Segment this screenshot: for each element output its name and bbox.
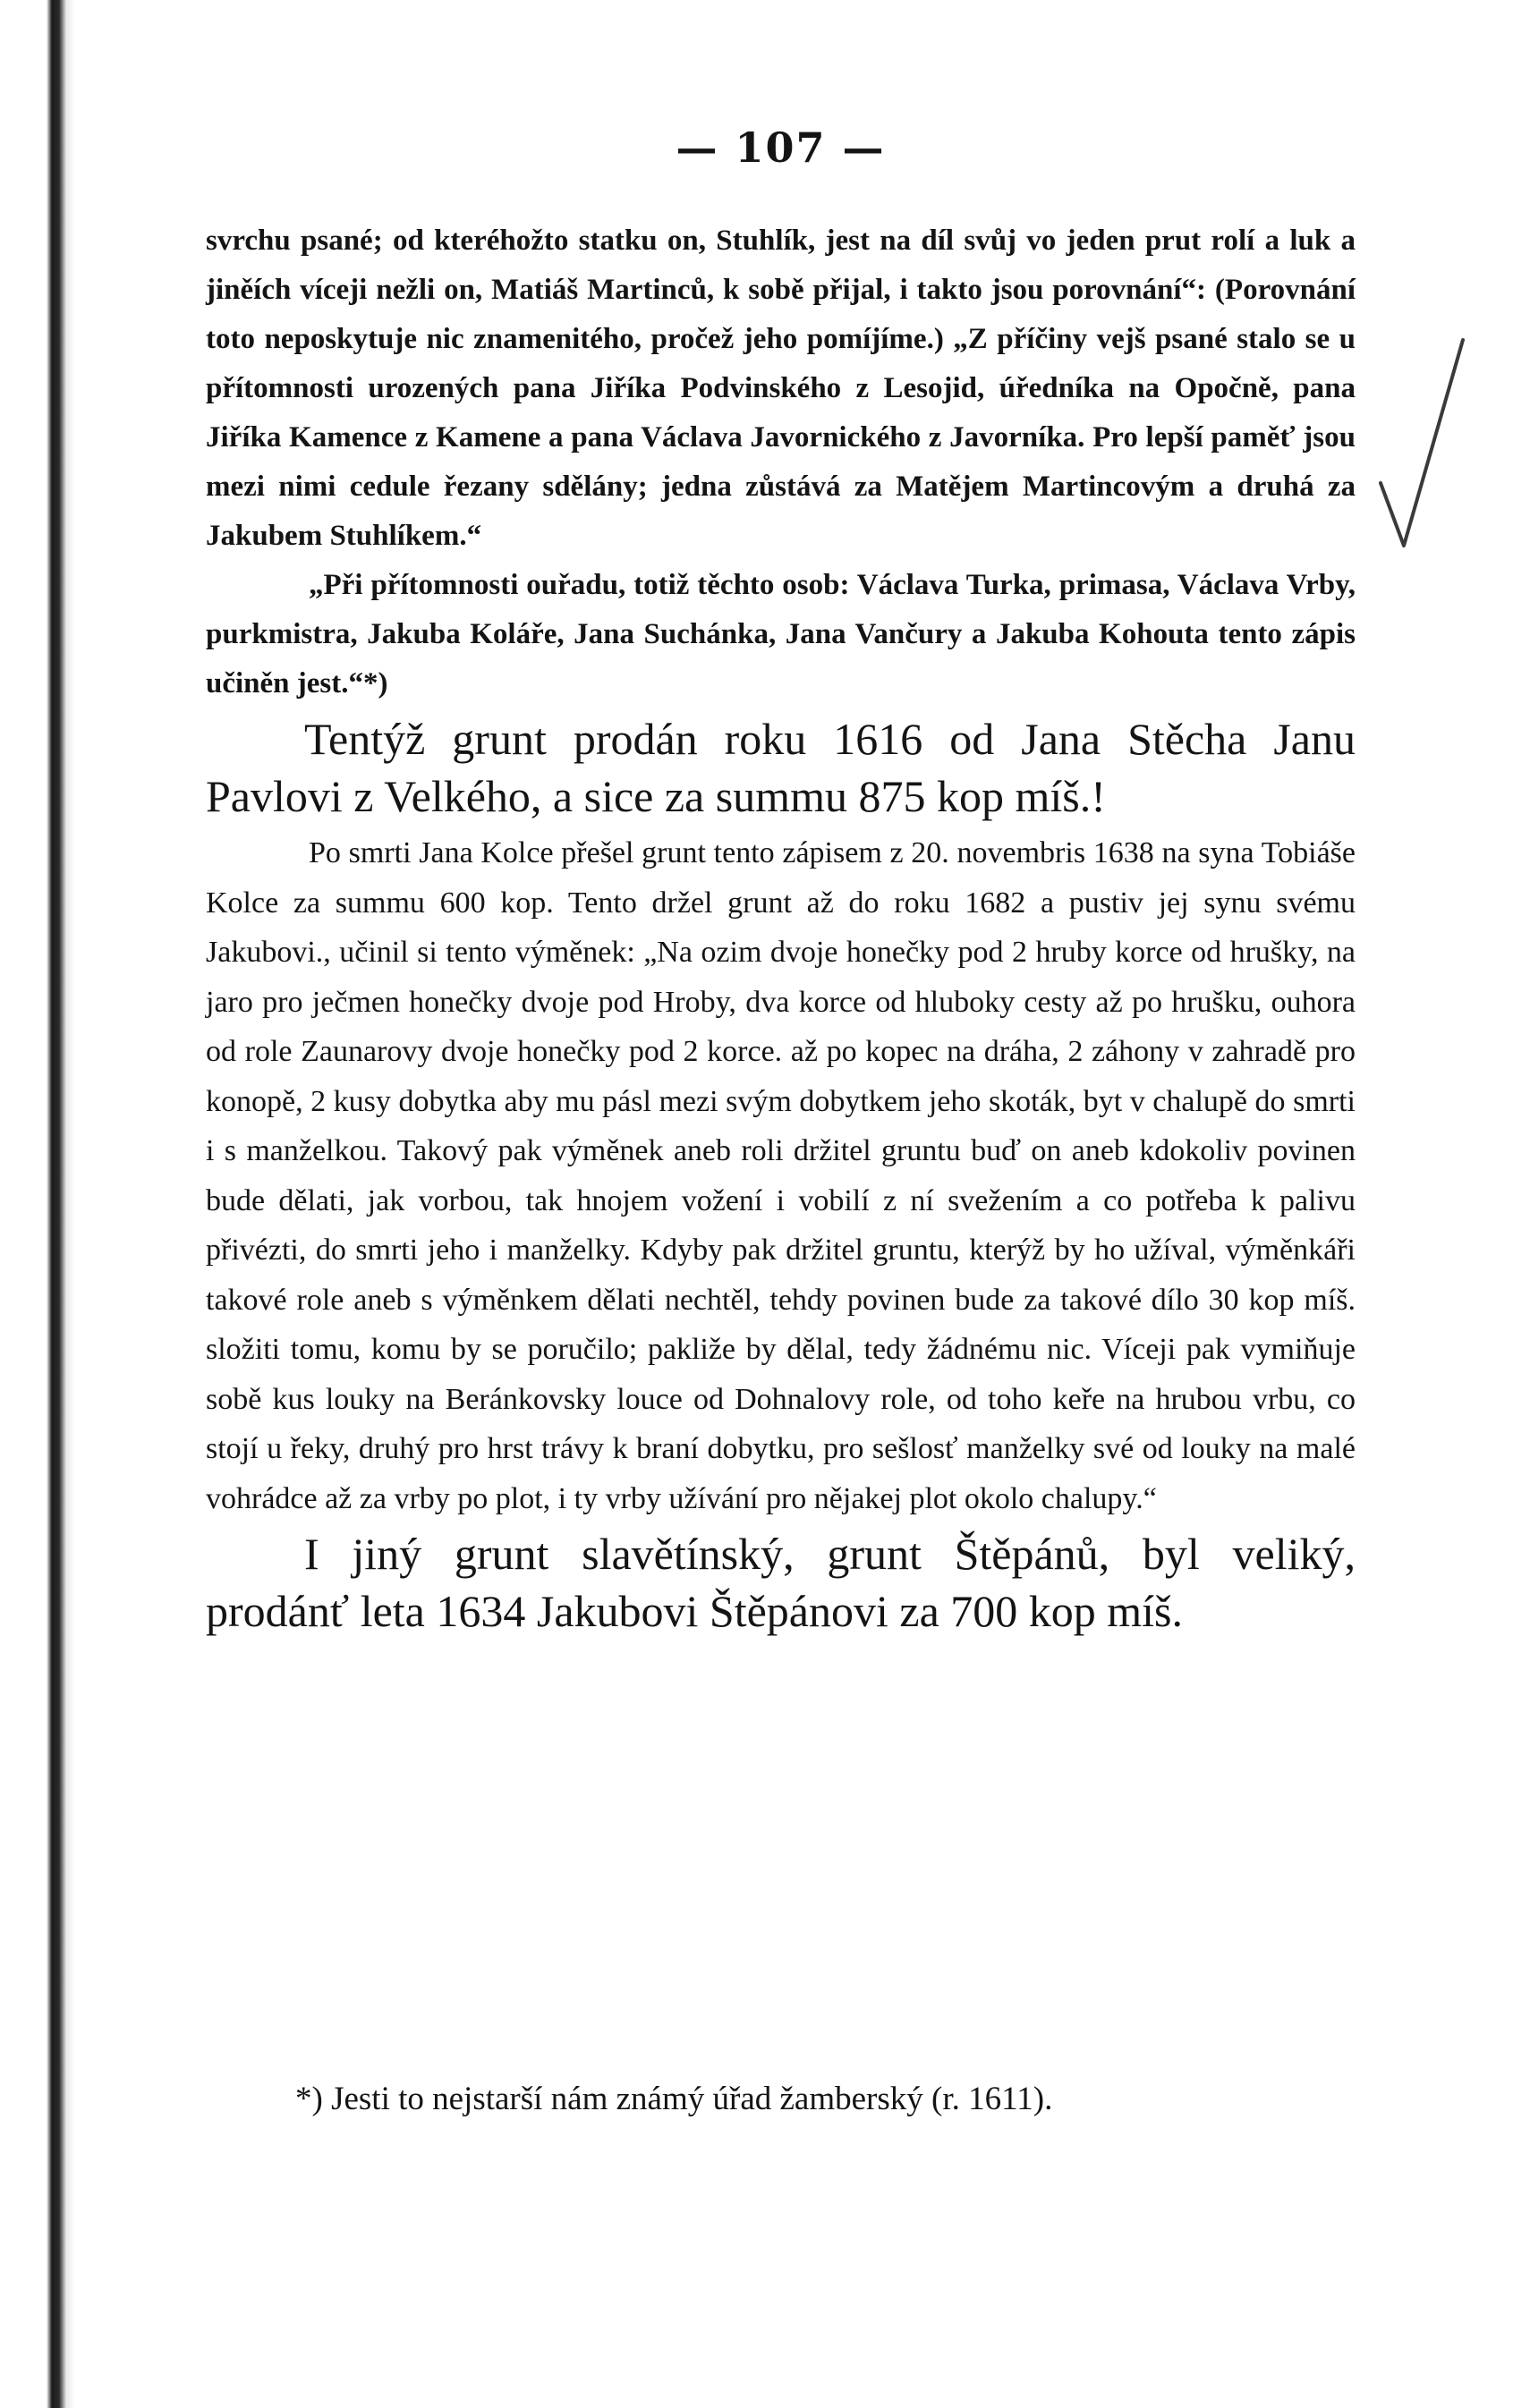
paragraph-witnesses: „Při přítomnosti ouřadu, totiž těchto osob: Václava Turka, primasa, Václava Vrby, purkmistra, Jakuba Koláře, Jana Suchánka, Jana Vančury a Jakuba Kohouta tento zápis učiněn jest.“*) [206,569,1356,700]
page-number: — 107 — [676,123,886,172]
handwritten-check-mark [1373,322,1472,555]
page-binding-edge [0,0,75,2408]
body-text [206,216,1356,1643]
footnote: *) Jesti to nejstarší nám známý úřad žamberský (r. 1611). [295,2081,1053,2117]
paragraph-continuation: svrchu psané; od kteréhožto statku on, Stuhlík, jest na díl svůj vo jeden prut rolí a luk a jiněích víceji nežli on, Matiáš Martinců, k sobě přijal, i takto jsou porovnání“: (Porovnání toto neposkytuje nic znamenitého, pročež jeho pomíjíme.) „Z příčiny vejš psané stalo se u přítomnosti urozených pana Jiříka Podvinského z Lesojid, úředníka na Opočně, pana Jiříka Kamence z Kamene a pana Václava Javornického z Javorníka. Pro lepší paměť jsou mezi nimi cedule řezany sdělány; jedna zůstává za Matějem Martincovým a druhá za Jakubem Stuhlíkem.“ [206,225,1356,552]
paragraph-kolc-inheritance: Po smrti Jana Kolce přešel grunt tento zápisem z 20. novembris 1638 na syna Tobiáše Kolce za summu 600 kop. Tento držel grunt až do roku 1682 a pustiv jej synu svému Jakubovi., učinil si tento výměnek: „Na ozim dvoje honečky pod 2 hruby korce od hrušky, na jaro pro ječmen honečky dvoje pod Hroby, dva korce od hluboky cesty až po hrušku, ouhora od role Zaunarovy dvoje honečky pod 2 korce. až po kopec na dráha, 2 záhony v zahradě pro konopě, 2 kusy dobytka aby mu pásl mezi svým dobytkem jeho skoták, byt v chalupě do smrti i s manželkou. Takový pak výměnek aneb roli držitel gruntu buď on aneb kdokoliv povinen bude dělati, jak vorbou, tak hnojem vožení i vobilí z ní svežením a co potřeba k palivu přivézti, do smrti jeho i manželky. Kdyby pak držitel gruntu, kterýž by ho užíval, výměnkáři takové role aneb s výměnkem dělati nechtěl, tehdy povinen bude za takové dílo 30 kop míš. složiti tomu, komu by se poručilo; pakliže by dělal, tedy žádnému nic. Víceji pak vymiňuje sobě kus louky na Beránkovsky louce od Dohnalovy role, od toho keře na hrubou vrbu, co stojí u řeky, druhý pro hrst trávy k braní dobytku, pro sešlosť manželky své od louky na malé vohrádce až za vrby po plot, i ty vrby užívání pro nějakej plot okolo chalupy.“ [206,836,1356,1515]
document-page [206,0,1356,2408]
paragraph-sale-1616: Tentýž grunt prodán roku 1616 od Jana Stěcha Janu Pavlovi z Velkého, a sice za summu 875 kop míš.! [206,714,1356,821]
paragraph-stepanu-grunt: I jiný grunt slavětínský, grunt Štěpánů, byl veliký, prodánť leta 1634 Jakubovi Štěpánovi za 700 kop míš. [206,1529,1356,1636]
